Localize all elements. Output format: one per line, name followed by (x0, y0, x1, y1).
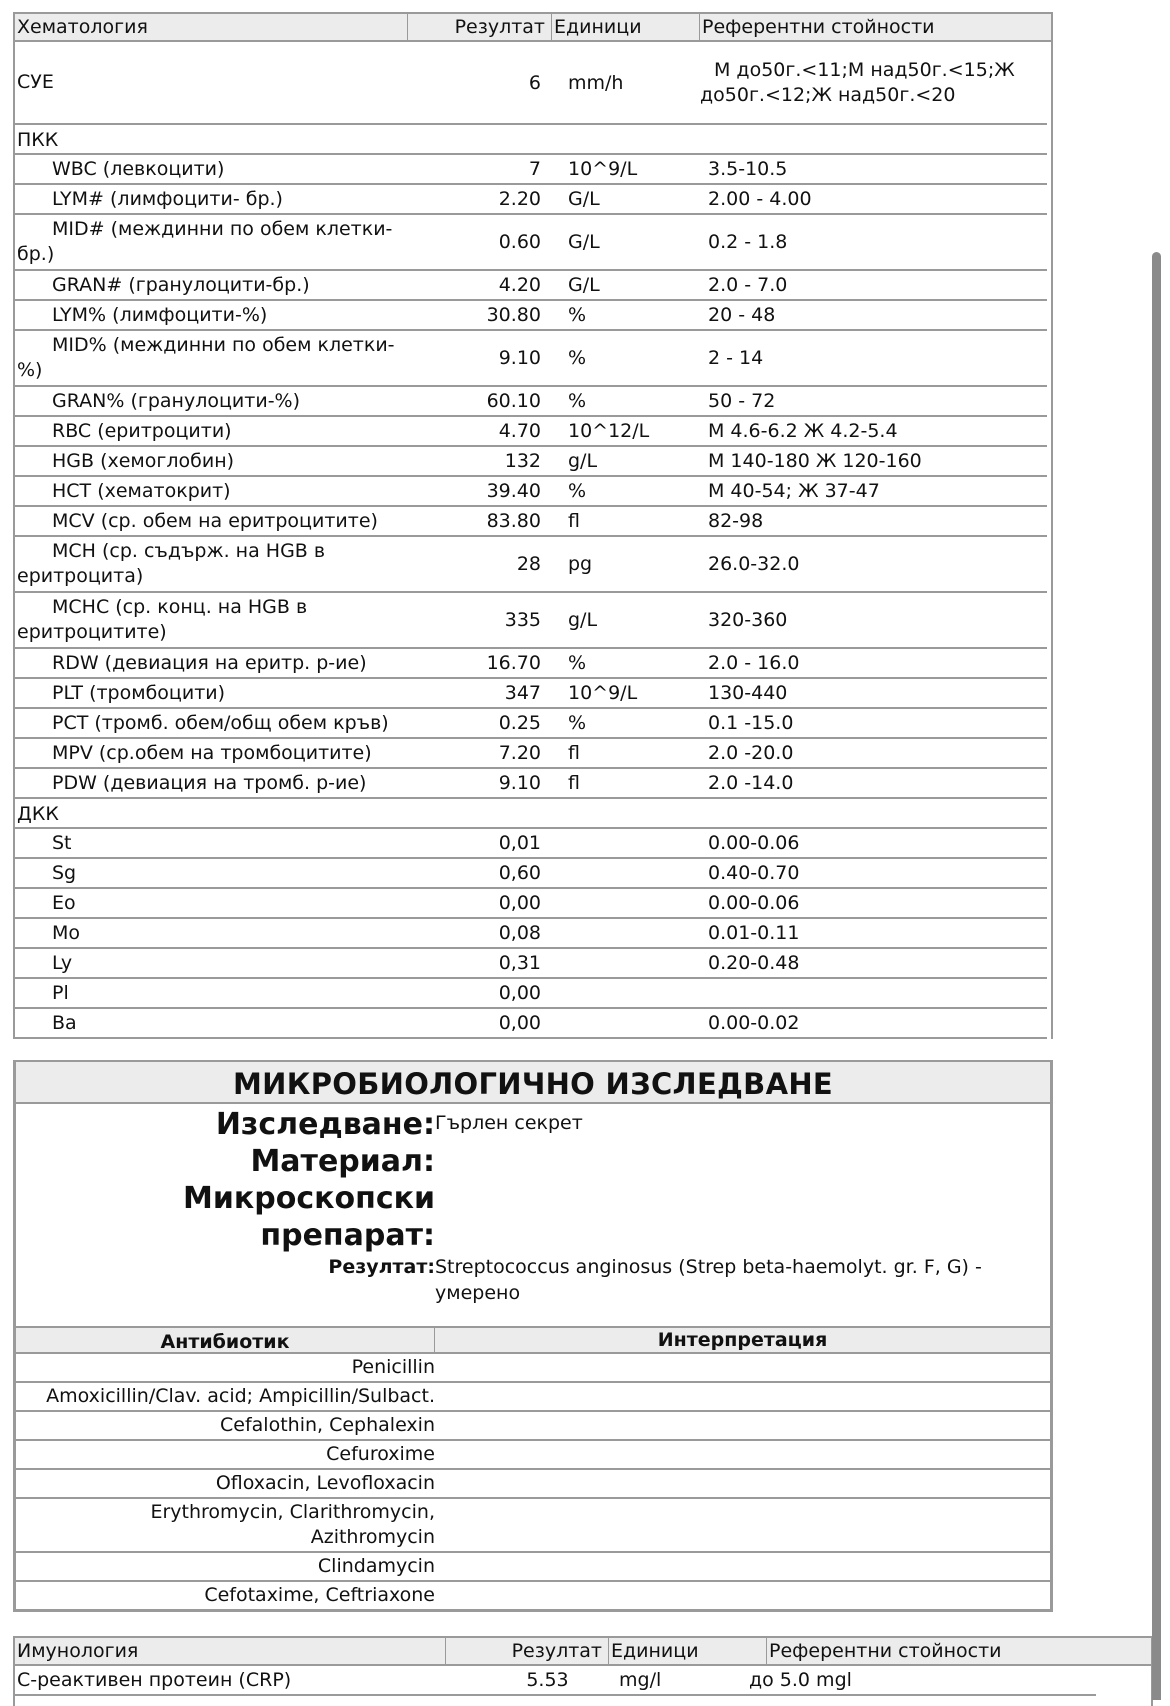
antibiotic-name: Amoxicillin/Clav. acid; Ampicillin/Sulbact. (46, 1385, 435, 1407)
test-reference: 0.2 - 1.8 (708, 230, 788, 253)
test-reference: 2.0 -20.0 (708, 741, 794, 764)
antibiotic-row (16, 1553, 1050, 1582)
test-name: RBC (еритроцити) (52, 419, 232, 442)
test-name: WBC (левкоцити) (52, 157, 225, 180)
header-section: Имунология (15, 1638, 446, 1664)
table-row (15, 417, 1047, 447)
test-name: HGB (хемоглобин) (52, 449, 235, 472)
test-result: 6 (528, 71, 541, 94)
immunology-header-row (15, 1638, 1151, 1666)
test-name: MID# (междинни по обем клетки-бр.) (17, 218, 393, 265)
test-unit: % (568, 304, 587, 326)
antibiotic-row (16, 1441, 1050, 1470)
test-result: 4.20 (498, 274, 541, 296)
test-name: RDW (девиация на еритр. р-ие) (52, 651, 367, 674)
test-unit: % (568, 390, 587, 412)
vertical-scrollbar[interactable] (1152, 252, 1161, 1700)
test-reference: 130-440 (708, 681, 788, 704)
test-result: 0,60 (498, 862, 541, 884)
table-row (15, 507, 1047, 537)
microscopy-label-1: Микроскопски (183, 1181, 435, 1216)
table-row-sue (15, 42, 1047, 125)
test-name: LYM# (лимфоцити- бр.) (52, 187, 283, 210)
test-result: 0.60 (498, 231, 541, 253)
table-row (15, 185, 1047, 215)
immunology-table (13, 1636, 1153, 1706)
table-row (15, 537, 1047, 593)
table-row (15, 477, 1047, 507)
test-name: MCV (ср. обем на еритроцитите) (52, 509, 378, 532)
test-name: LYM% (лимфоцити-%) (52, 303, 268, 326)
test-reference: 0.00-0.06 (708, 891, 800, 914)
table-row (15, 709, 1047, 739)
test-unit: mg/l (619, 1669, 662, 1691)
test-unit: 10^9/L (568, 158, 638, 180)
header-section: Хематология (15, 14, 408, 40)
test-reference: 2.0 - 16.0 (708, 651, 800, 674)
group-label: ПКК (17, 128, 59, 151)
test-reference: 0.1 -15.0 (708, 711, 794, 734)
test-result: 60.10 (486, 390, 541, 412)
test-name: PLT (тромбоцити) (52, 681, 226, 704)
test-unit: 10^9/L (568, 682, 638, 704)
test-reference: 0.20-0.48 (708, 951, 800, 974)
test-unit: % (568, 712, 587, 734)
test-reference: 26.0-32.0 (708, 552, 800, 575)
table-row (15, 271, 1047, 301)
antibiotic-row (16, 1383, 1050, 1412)
test-reference: 0.01-0.11 (708, 921, 800, 944)
test-name: GRAN# (гранулоцити-бр.) (52, 273, 310, 296)
test-unit: G/L (568, 231, 600, 253)
test-result: 132 (504, 450, 541, 472)
antibiotic-name: Erythromycin, Clarithromycin, Azithromycin (150, 1501, 435, 1548)
result-label: Резултат: (328, 1256, 435, 1278)
test-result: 0,00 (498, 1012, 541, 1034)
test-name: СУЕ (17, 71, 54, 93)
test-name: MPV (ср.обем на тромбоцитите) (52, 741, 372, 764)
antibiotic-interpretation (435, 1383, 1050, 1410)
table-row (15, 593, 1047, 649)
antibiotic-name: Penicillin (351, 1356, 435, 1378)
header-result: Резултат (446, 1638, 609, 1664)
material-label: Материал: (250, 1144, 435, 1179)
header-units: Единици (552, 14, 700, 40)
table-row (15, 739, 1047, 769)
microbiology-title: МИКРОБИОЛОГИЧНО ИЗСЛЕДВАНЕ (16, 1062, 1050, 1104)
antibiotic-rows (16, 1354, 1050, 1609)
antibiotic-interpretation (435, 1499, 1050, 1551)
test-reference: 2.0 -14.0 (708, 771, 794, 794)
test-unit: pg (568, 553, 593, 575)
table-row-crp (15, 1666, 1096, 1696)
test-result: 5.53 (526, 1669, 569, 1691)
test-unit: fl (568, 742, 580, 764)
table-row (15, 331, 1047, 387)
test-reference: 82-98 (708, 509, 764, 532)
dkk-rows (15, 829, 1051, 1039)
table-row (15, 301, 1047, 331)
antibiotic-header-row (16, 1326, 1050, 1354)
antibiotic-name: Cefotaxime, Ceftriaxone (204, 1584, 435, 1606)
antibiotic-header: Антибиотик (16, 1328, 435, 1352)
test-unit: g/L (568, 609, 598, 631)
test-result: 28 (516, 553, 541, 575)
antibiotic-interpretation (435, 1354, 1050, 1381)
antibiotic-row (16, 1412, 1050, 1441)
test-reference: 2 - 14 (708, 346, 764, 369)
test-name: HCT (хематокрит) (52, 479, 231, 502)
table-row (15, 155, 1047, 185)
table-row (15, 949, 1047, 979)
group-label: ДКК (17, 802, 59, 825)
table-row (15, 1009, 1047, 1039)
test-result: 335 (504, 609, 541, 631)
table-row (15, 889, 1047, 919)
hematology-header-row (15, 14, 1051, 42)
test-reference: М до50г.<11;М над50г.<15;Ж до50г.<12;Ж над50г.<20 (700, 58, 1015, 106)
test-result: 347 (504, 682, 541, 704)
interpretation-header: Интерпретация (657, 1329, 828, 1351)
test-result: 0.25 (498, 712, 541, 734)
field-study (16, 1106, 1050, 1143)
header-reference: Референтни стойности (769, 1640, 1002, 1662)
test-name: MID% (междинни по обем клетки-%) (17, 334, 395, 381)
study-label: Изследване: (215, 1107, 435, 1142)
pkk-rows (15, 155, 1051, 799)
antibiotic-interpretation (435, 1470, 1050, 1497)
study-value: Гърлен секрет (435, 1112, 583, 1134)
table-row (15, 769, 1047, 799)
table-row (15, 215, 1047, 271)
antibiotic-interpretation (435, 1582, 1050, 1609)
test-result: 30.80 (486, 304, 541, 326)
test-result: 16.70 (486, 652, 541, 674)
test-name: С-реактивен протеин (CRP) (17, 1668, 292, 1691)
test-unit: % (568, 652, 587, 674)
microscopy-label-2: препарат: (260, 1218, 435, 1253)
test-unit: fl (568, 772, 580, 794)
test-name: GRAN% (гранулоцити-%) (52, 389, 301, 412)
test-reference: М 4.6-6.2 Ж 4.2-5.4 (708, 419, 898, 442)
field-result (16, 1254, 1050, 1306)
result-value: Streptococcus anginosus (Strep beta-haemolyt. gr. F, G) - умерено (435, 1256, 982, 1304)
table-row (15, 859, 1047, 889)
test-reference: М 40-54; Ж 37-47 (708, 479, 880, 502)
field-material (16, 1143, 1050, 1180)
material-value (435, 1143, 1050, 1180)
test-unit: G/L (568, 188, 600, 210)
test-result: 9.10 (498, 772, 541, 794)
test-reference: до 5.0 mgl (749, 1668, 852, 1691)
test-reference: 2.0 - 7.0 (708, 273, 788, 296)
test-reference: 50 - 72 (708, 389, 776, 412)
test-result: 0,00 (498, 892, 541, 914)
test-name: PDW (девиация на тромб. р-ие) (52, 771, 367, 794)
test-result: 9.10 (498, 347, 541, 369)
antibiotic-name: Ofloxacin, Levofloxacin (215, 1472, 435, 1494)
test-result: 7.20 (498, 742, 541, 764)
test-unit: mm/h (568, 71, 624, 94)
table-row (15, 919, 1047, 949)
group-row-dkk (15, 799, 1047, 829)
test-unit: G/L (568, 274, 600, 296)
test-name: Mo (52, 921, 81, 944)
antibiotic-interpretation (435, 1441, 1050, 1468)
test-reference: 2.00 - 4.00 (708, 187, 812, 210)
test-reference: 20 - 48 (708, 303, 776, 326)
test-reference: 0.40-0.70 (708, 861, 800, 884)
test-unit: % (568, 480, 587, 502)
header-units: Единици (609, 1638, 767, 1664)
test-result: 0,08 (498, 922, 541, 944)
test-name: St (52, 831, 72, 854)
antibiotic-name: Cefalothin, Cephalexin (220, 1414, 435, 1436)
test-result: 7 (528, 158, 541, 180)
test-name: Ba (52, 1011, 77, 1034)
test-name: Eo (52, 891, 76, 914)
test-result: 0,01 (498, 832, 541, 854)
table-row (15, 829, 1047, 859)
test-unit: fl (568, 510, 580, 532)
antibiotic-interpretation (435, 1412, 1050, 1439)
antibiotic-name: Cefuroxime (326, 1443, 435, 1465)
test-result: 39.40 (486, 480, 541, 502)
table-row (15, 649, 1047, 679)
table-row (15, 679, 1047, 709)
test-reference: 3.5-10.5 (708, 157, 788, 180)
group-row-pkk (15, 125, 1047, 155)
header-result: Резултат (408, 14, 552, 40)
test-reference: 0.00-0.02 (708, 1011, 800, 1034)
test-reference: 0.00-0.06 (708, 831, 800, 854)
test-result: 0,00 (498, 982, 541, 1004)
test-result: 83.80 (486, 510, 541, 532)
table-row (15, 387, 1047, 417)
test-name: PCT (тромб. обем/общ обем кръв) (52, 711, 389, 734)
microbiology-section (13, 1060, 1053, 1612)
test-name: MCHC (ср. конц. на HGB в еритроцитите) (17, 596, 308, 643)
antibiotic-row (16, 1470, 1050, 1499)
antibiotic-row (16, 1582, 1050, 1609)
table-row (15, 979, 1047, 1009)
test-name: Ly (52, 951, 73, 974)
field-microscopy (16, 1180, 1050, 1254)
test-result: 0,31 (498, 952, 541, 974)
test-name: MCH (ср. съдърж. на HGB в еритроцита) (17, 540, 326, 587)
test-unit: g/L (568, 450, 598, 472)
antibiotic-interpretation (435, 1553, 1050, 1580)
test-unit: % (568, 347, 587, 369)
antibiotic-name: Clindamycin (317, 1555, 435, 1577)
hematology-table (13, 12, 1053, 1039)
antibiotic-row (16, 1499, 1050, 1553)
microscopy-value (435, 1180, 1050, 1254)
antibiotic-row (16, 1354, 1050, 1383)
test-name: Pl (52, 981, 69, 1004)
test-reference: 320-360 (708, 608, 788, 631)
table-row (15, 447, 1047, 477)
test-result: 4.70 (498, 420, 541, 442)
test-result: 2.20 (498, 188, 541, 210)
test-reference: М 140-180 Ж 120-160 (708, 449, 922, 472)
header-reference: Референтни стойности (702, 16, 935, 38)
test-name: Sg (52, 861, 77, 884)
test-unit: 10^12/L (568, 420, 650, 442)
